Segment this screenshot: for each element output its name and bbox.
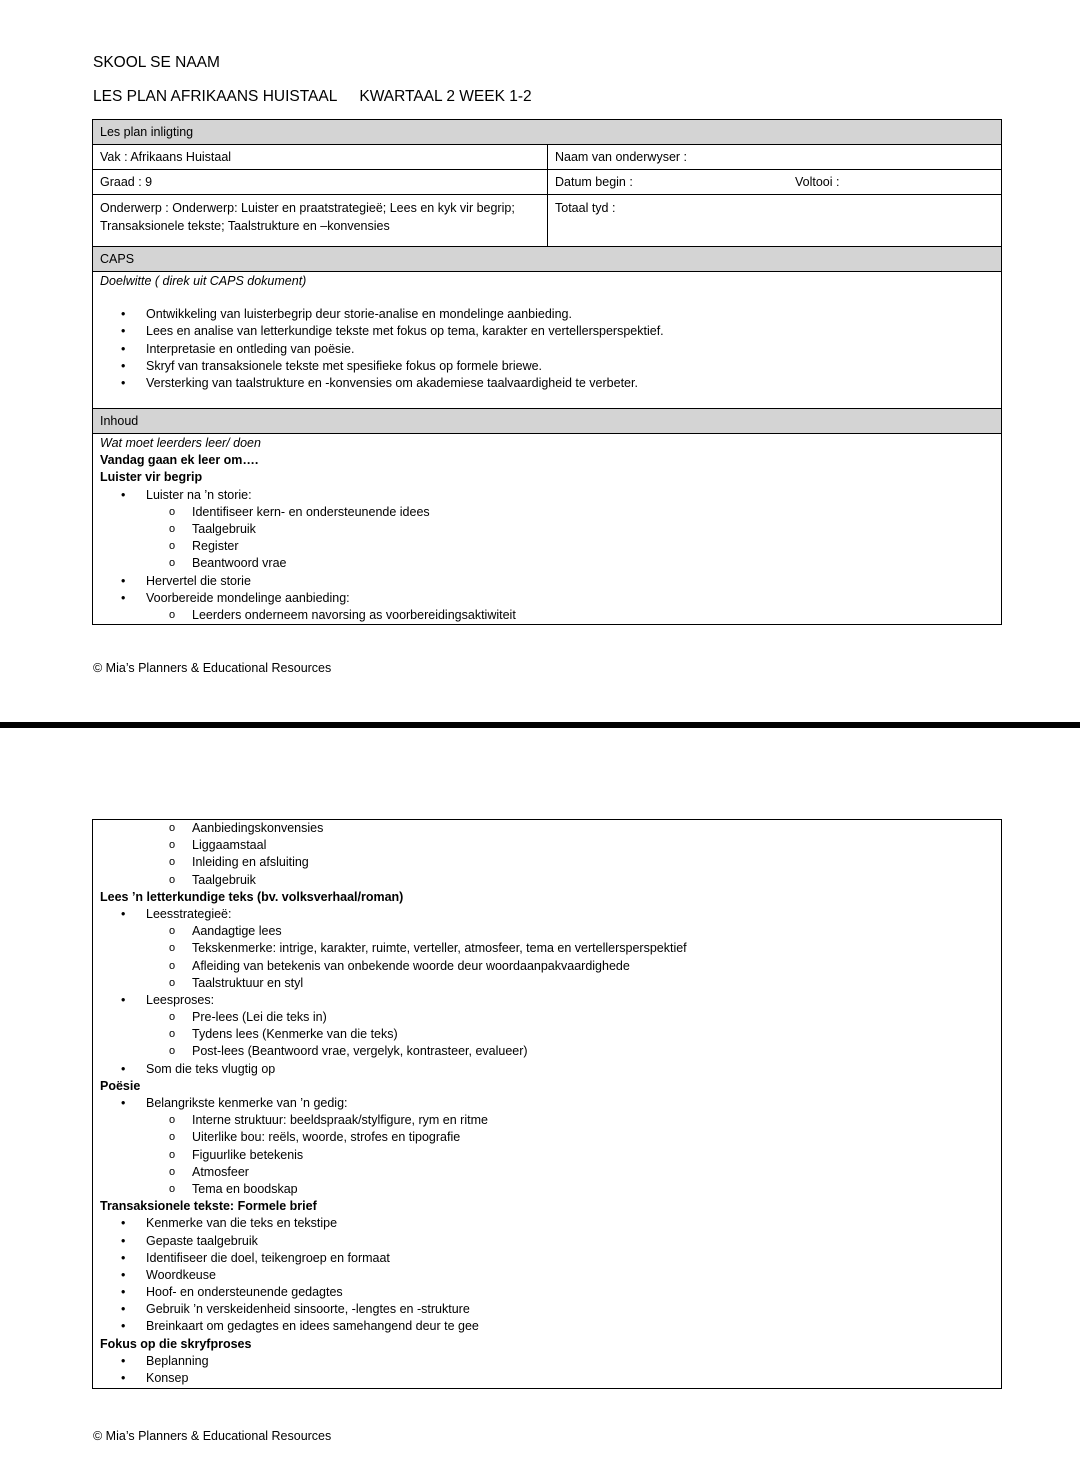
content-bullet: • Kenmerke van die teks en tekstipe — [93, 1215, 1001, 1232]
topic-cell — [93, 195, 548, 246]
content-heading: Wat moet leerders leer/ doen — [100, 436, 261, 450]
content-sub-bullet: o Post-lees (Beantwoord vrae, vergelyk, kontrasteer, evalueer) — [93, 1043, 1001, 1060]
content-bullet: • Som die teks vlugtig op — [93, 1061, 1001, 1078]
content-sub-bullet: o Aandagtige lees — [93, 923, 1001, 940]
content-bullet: • Belangrikste kenmerke van ’n gedig: — [93, 1095, 1001, 1112]
lesson-plan-title — [93, 88, 532, 106]
content-heading: Luister vir begrip — [100, 470, 203, 485]
content-sub-bullet: o Taalgebruik — [93, 521, 1001, 538]
caps-aim-bullet: • Versterking van taalstrukture en -konvensies om akademiese taalvaardigheid te verbeter. — [93, 375, 1001, 392]
caps-aims-list — [93, 306, 1001, 392]
topic-line-1: Onderwerp : Onderwerp: Luister en praatstrategieë; Lees en kyk vir begrip; — [100, 201, 515, 215]
content-sub-bullet: o Liggaamstaal — [93, 837, 1001, 854]
lesson-plan-subject-title: LES PLAN AFRIKAANS HUISTAAL — [93, 88, 338, 105]
content-sub-bullet: o Taalstruktuur en styl — [93, 975, 1001, 992]
content-sub-bullet: o Tekskenmerke: intrige, karakter, ruimte, verteller, atmosfeer, tema en vertellersperspektief — [93, 940, 1001, 957]
info-row-subject — [93, 145, 1001, 170]
content-heading: Transaksionele tekste: Formele brief — [100, 1199, 317, 1214]
caps-aim-bullet: • Skryf van transaksionele tekste met spesifieke fokus op formele briewe. — [93, 358, 1001, 375]
content-sub-bullet: o Leerders onderneem navorsing as voorbereidingsaktiwiteit — [93, 607, 1001, 624]
content-bullet: • Woordkeuse — [93, 1267, 1001, 1284]
document-page-1 — [0, 0, 1080, 722]
start-date-label: Datum begin : — [555, 175, 633, 189]
footer-copyright: © Mia’s Planners & Educational Resources — [93, 661, 332, 675]
content-sub-bullet: o Register — [93, 538, 1001, 555]
teacher-cell: Naam van onderwyser : — [555, 150, 688, 164]
document-page-2 — [0, 728, 1080, 1475]
content-bullet: • Luister na ’n storie: — [93, 487, 1001, 504]
topic-line-2: Transaksionele tekste; Taalstrukture en –konvensies — [100, 219, 390, 233]
section-header-info: Les plan inligting — [93, 120, 1001, 145]
content-sub-bullet: o Taalgebruik — [93, 872, 1001, 889]
content-sub-bullet: o Interne struktuur: beeldspraak/stylfigure, rym en ritme — [93, 1112, 1001, 1129]
subject-cell: Vak : Afrikaans Huistaal — [93, 145, 548, 169]
content-bullet: • Beplanning — [93, 1353, 1001, 1370]
caps-aim-bullet: • Interpretasie en ontleding van poësie. — [93, 341, 1001, 358]
content-sub-bullet: o Uiterlike bou: reëls, woorde, strofes en tipografie — [93, 1129, 1001, 1146]
content-sub-bullet: o Afleiding van betekenis van onbekende woorde deur woordaanpakvaardighede — [93, 958, 1001, 975]
section-header-caps: CAPS — [93, 247, 1001, 272]
info-row-topic — [93, 195, 1001, 247]
content-bullet: • Identifiseer die doel, teikengroep en formaat — [93, 1250, 1001, 1267]
school-name: SKOOL SE NAAM — [93, 54, 220, 71]
total-time-cell: Totaal tyd : — [555, 201, 616, 215]
content-sub-bullet: o Tydens lees (Kenmerke van die teks) — [93, 1026, 1001, 1043]
caps-subtitle: Doelwitte ( direk uit CAPS dokument) — [100, 274, 307, 288]
grade-cell: Graad : 9 — [93, 170, 548, 194]
content-sub-bullet: o Beantwoord vrae — [93, 555, 1001, 572]
content-heading: Vandag gaan ek leer om…. — [100, 453, 259, 468]
content-bullet: • Konsep — [93, 1370, 1001, 1387]
caps-aim-bullet: • Ontwikkeling van luisterbegrip deur storie-analise en mondelinge aanbieding. — [93, 306, 1001, 323]
content-cell-page-2 — [93, 820, 1001, 1387]
content-bullet: • Hoof- en ondersteunende gedagtes — [93, 1284, 1001, 1301]
content-bullet: • Gepaste taalgebruik — [93, 1233, 1001, 1250]
content-heading: Poësie — [100, 1078, 141, 1093]
content-bullet: • Hervertel die storie — [93, 573, 1001, 590]
info-row-grade — [93, 170, 1001, 195]
content-heading: Lees ’n letterkundige teks (bv. volksverhaal/roman) — [100, 889, 404, 904]
content-sub-bullet: o Atmosfeer — [93, 1164, 1001, 1181]
content-sub-bullet: o Tema en boodskap — [93, 1181, 1001, 1198]
section-header-content: Inhoud — [93, 409, 1001, 434]
content-bullet: • Leesproses: — [93, 992, 1001, 1009]
dates-cell — [548, 170, 1001, 194]
content-bullet: • Breinkaart om gedagtes en idees samehangend deur te gee — [93, 1318, 1001, 1335]
lesson-plan-table-continued — [92, 819, 1002, 1389]
caps-aims-cell — [93, 272, 1001, 409]
footer-copyright-page-2: © Mia’s Planners & Educational Resources — [93, 1429, 332, 1443]
caps-aim-bullet: • Lees en analise van letterkundige tekste met fokus op tema, karakter en vertellersperspektief. — [93, 323, 1001, 340]
lesson-plan-term-week: KWARTAAL 2 WEEK 1-2 — [359, 88, 532, 105]
completed-label: Voltooi : — [795, 175, 840, 189]
content-bullet: • Voorbereide mondelinge aanbieding: — [93, 590, 1001, 607]
content-sub-bullet: o Aanbiedingskonvensies — [93, 820, 1001, 837]
content-sub-bullet: o Identifiseer kern- en ondersteunende idees — [93, 504, 1001, 521]
content-heading: Fokus op die skryfproses — [100, 1336, 252, 1351]
content-cell-page-1 — [93, 434, 1001, 624]
content-sub-bullet: o Inleiding en afsluiting — [93, 854, 1001, 871]
lesson-plan-table — [92, 119, 1002, 625]
content-bullet: • Gebruik ’n verskeidenheid sinsoorte, -lengtes en -strukture — [93, 1301, 1001, 1318]
content-bullet: • Leesstrategieë: — [93, 906, 1001, 923]
content-sub-bullet: o Pre-lees (Lei die teks in) — [93, 1009, 1001, 1026]
content-sub-bullet: o Figuurlike betekenis — [93, 1147, 1001, 1164]
